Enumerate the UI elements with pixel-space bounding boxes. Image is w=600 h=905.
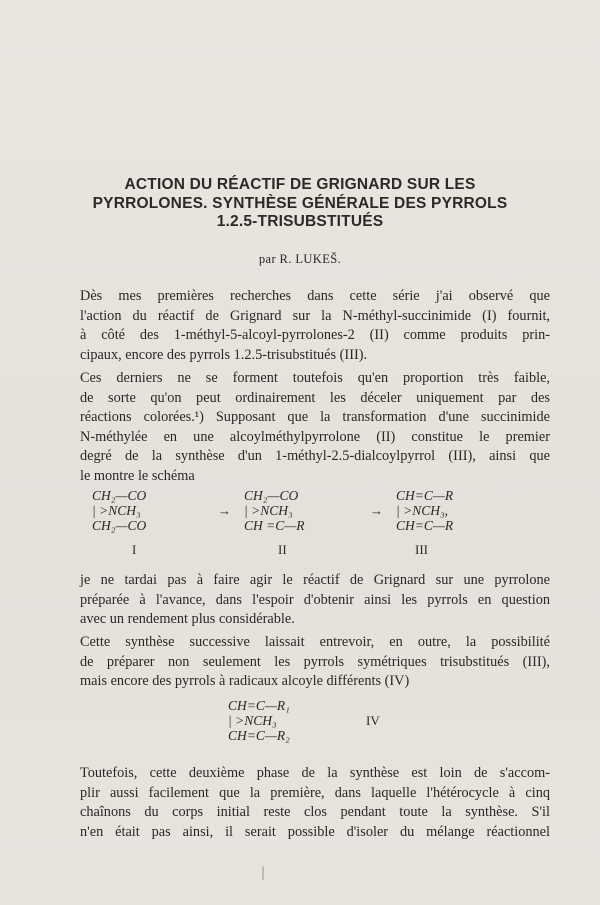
- text-line: chaînons du corps initial reste clos pendant toute la synthèse. S'il: [80, 804, 550, 821]
- paragraph-1: [80, 287, 550, 365]
- compound-label-I: I: [132, 542, 137, 557]
- formula-I: [92, 488, 146, 533]
- text-line: avec un rendement plus considérable.: [80, 611, 295, 628]
- formula-IV: [228, 698, 290, 743]
- title-line-1: ACTION DU RÉACTIF DE GRIGNARD SUR LES: [124, 176, 476, 193]
- compound-label-II: II: [278, 542, 287, 557]
- text-line: n'en était pas ainsi, il serait possible d'isoler du mélange réactionnel: [80, 823, 550, 840]
- formula-III: [396, 488, 453, 533]
- text-line: plir aussi facilement que la première, dans laquelle l'hétérocycle à cinq: [80, 784, 550, 801]
- text-line: cipaux, encore des pyrrols 1.2.5-trisubstitués (III).: [80, 346, 368, 363]
- text-line: réactions colorées.¹) Supposant que la transformation d'une succinimide: [80, 409, 550, 426]
- text-line: préparée à l'avance, dans l'espoir d'obtenir ainsi les pyrrols en question: [80, 591, 550, 608]
- text-line: mais encore des pyrrols à radicaux alcoyle différents (IV): [80, 673, 410, 690]
- formula-line: CH=C—R: [396, 518, 454, 533]
- text-line: degré de la synthèse d'un 1-méthyl-2.5-dialcoylpyrrol (III), ainsi que: [80, 448, 550, 465]
- formula-line: CH₂—CO: [244, 488, 299, 503]
- paragraph-3: [80, 571, 550, 630]
- text-line: de préparer non seulement les pyrrols symétriques trisubstitués (III),: [80, 653, 550, 670]
- formula-line: | >NCH₃: [244, 503, 293, 518]
- reaction-arrow: →: [370, 503, 383, 518]
- compound-label-IV: IV: [366, 713, 380, 728]
- paragraph-4: [80, 633, 550, 692]
- formula-line: CH₂—CO: [92, 518, 147, 533]
- compound-label-III: III: [415, 542, 428, 557]
- title-line-3: 1.2.5-TRISUBSTITUÉS: [216, 213, 384, 230]
- text-line: Cette synthèse successive laissait entrevoir, en outre, la possibilité: [80, 634, 550, 650]
- text-line: je ne tardai pas à faire agir le réactif de Grignard sur une pyrrolone: [80, 572, 550, 588]
- title-line-2: PYRROLONES. SYNTHÈSE GÉNÉRALE DES PYRROLS: [92, 194, 508, 212]
- text-line: l'action du réactif de Grignard sur la N-méthyl-succinimide (I) fournit,: [80, 307, 550, 324]
- formula-line: CH=C—R₂: [228, 728, 290, 743]
- text-line: N-méthylée en une alcoylméthylpyrrolone (II) constitue le premier: [80, 428, 550, 445]
- text-line: à côté des 1-méthyl-5-alcoyl-pyrrolones-2 (II) comme produits prin-: [80, 327, 550, 344]
- author-line: par R. LUKEŠ.: [258, 252, 342, 266]
- formula-line: | >NCH₃: [92, 503, 141, 518]
- formula-line: | >NCH₃,: [396, 503, 449, 518]
- formula-line: CH=C—R: [396, 488, 454, 503]
- formula-line: CH =C—R: [244, 518, 305, 533]
- article-title: [60, 176, 540, 232]
- paragraph-2: [80, 369, 550, 487]
- paragraph-5: [80, 764, 550, 842]
- paper-mark: [262, 866, 264, 880]
- text-line: Toutefois, cette deuxième phase de la synthèse est loin de s'accom-: [80, 765, 550, 781]
- formula-line: CH=C—R₁: [228, 698, 290, 713]
- formula-line: CH₂—CO: [92, 488, 147, 503]
- text-line: de sorte qu'on peut ordinairement les déceler uniquement par des: [80, 389, 550, 406]
- formula-line: | >NCH₃: [228, 713, 277, 728]
- text-line: Ces derniers ne se forment toutefois qu'en proportion très faible,: [80, 370, 550, 386]
- formula-II: [244, 488, 305, 533]
- text-line: le montre le schéma: [80, 467, 195, 484]
- text-line: Dès mes premières recherches dans cette série j'ai observé que: [80, 288, 550, 304]
- reaction-arrow: →: [218, 503, 231, 518]
